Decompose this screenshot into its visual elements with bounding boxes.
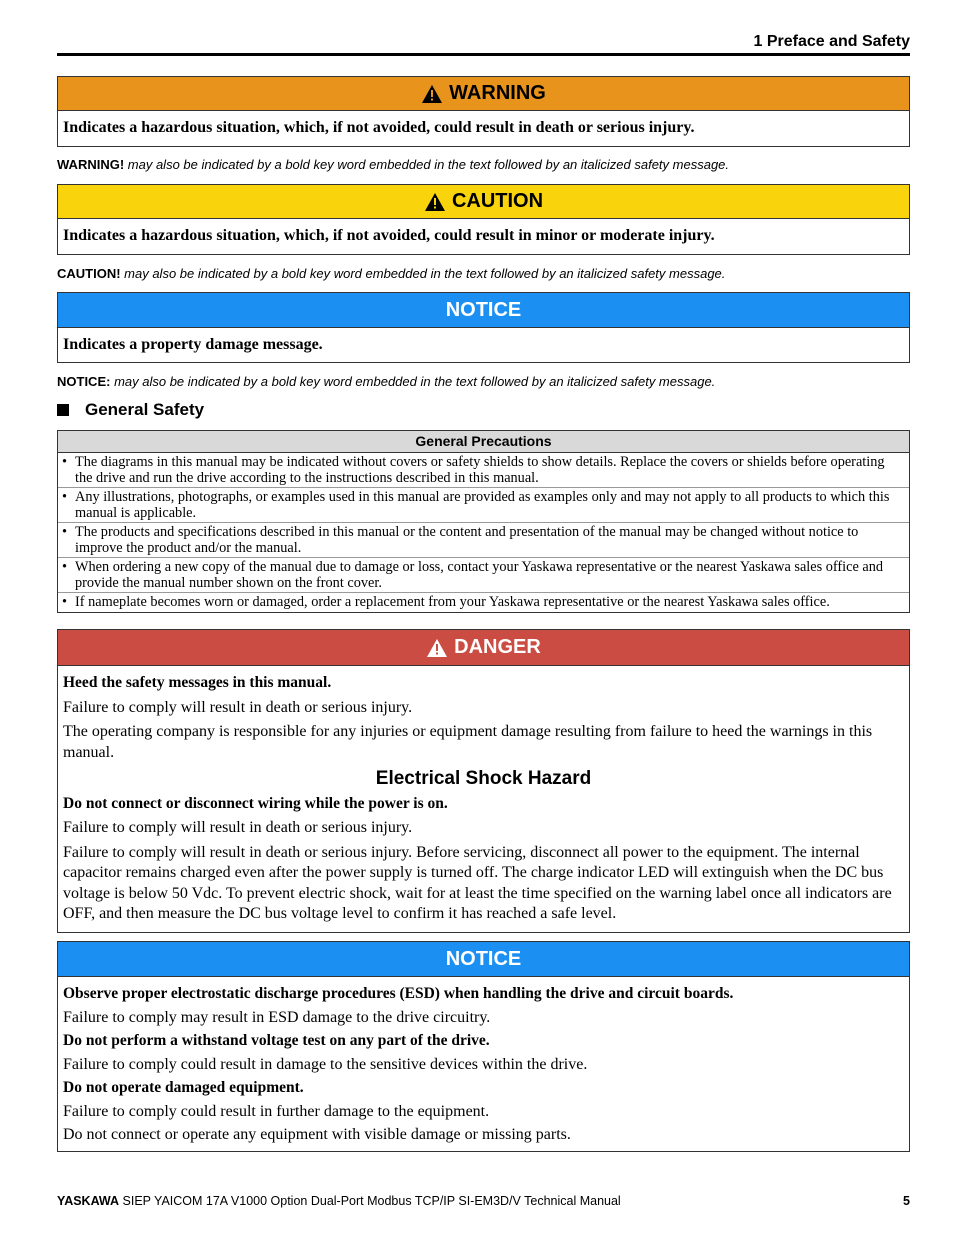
- bullet: •: [62, 559, 68, 575]
- notice-visible-damage-text: Do not connect or operate any equipment with visible damage or missing parts.: [63, 1126, 571, 1143]
- list-item: [58, 523, 909, 558]
- warning-note-keyword: WARNING!: [57, 157, 125, 172]
- danger-body: [58, 666, 909, 932]
- warning-triangle-icon: [426, 638, 448, 658]
- general-safety-title: General Safety: [85, 400, 205, 419]
- list-item: [58, 593, 909, 612]
- list-item-text: If nameplate becomes worn or damaged, order a replacement from your Yaskawa representative or the nearest Yaskawa sales office.: [75, 594, 830, 610]
- precautions-list: [58, 453, 909, 612]
- caution-note-text: may also be indicated by a bold key word embedded in the text followed by an italicized safety message.: [120, 266, 726, 281]
- page-footer: [57, 1194, 910, 1208]
- danger-consequence-text-2: Failure to comply will result in death or serious injury.: [63, 819, 413, 836]
- notice-damaged-equipment-text: Do not operate damaged equipment.: [63, 1079, 304, 1096]
- notice-box: [57, 292, 910, 363]
- list-item-text: The products and specifications described in this manual or the content and presentation of the manual may be changed without notice to improve the product and/or the manual.: [75, 524, 859, 556]
- electrical-shock-hazard-heading: Electrical Shock Hazard: [375, 768, 592, 789]
- footer-brand: YASKAWA: [57, 1194, 120, 1208]
- header-rule: [57, 53, 910, 56]
- caution-label: CAUTION: [451, 190, 544, 212]
- bullet: •: [62, 489, 68, 505]
- general-safety-heading: [57, 400, 204, 420]
- notice-damaged-equipment-consequence: Failure to comply could result in further damage to the equipment.: [63, 1102, 490, 1120]
- list-item-text: The diagrams in this manual may be indicated without covers or safety shields to show details. Replace the covers or shields before operating the drive and run the drive according to the instructions described in this manual.: [75, 454, 885, 486]
- warning-note-text: may also be indicated by a bold key word embedded in the text followed by an italicized safety message.: [124, 157, 730, 172]
- page-header-title: 1 Preface and Safety: [753, 33, 910, 50]
- caution-note: [57, 266, 725, 281]
- footer-doc-title: [57, 1194, 621, 1208]
- bullet: •: [62, 594, 68, 610]
- notice-esd-body: [58, 977, 909, 1151]
- notice-esd-text: Observe proper electrostatic discharge procedures (ESD) when handling the drive and circuit boards.: [63, 985, 734, 1002]
- precautions-table-title: General Precautions: [58, 431, 909, 453]
- notice-text: Indicates a property damage message.: [63, 336, 323, 353]
- caution-header: [58, 185, 909, 219]
- danger-header: [58, 630, 909, 666]
- page-number: 5: [903, 1194, 910, 1208]
- caution-text: Indicates a hazardous situation, which, if not avoided, could result in minor or moderate injury.: [63, 227, 715, 244]
- warning-triangle-icon: [424, 192, 446, 212]
- danger-heed-text: Heed the safety messages in this manual.: [63, 674, 332, 691]
- danger-label: DANGER: [454, 636, 541, 658]
- list-item: [58, 488, 909, 523]
- list-item: [58, 558, 909, 593]
- notice-label: NOTICE: [445, 298, 522, 321]
- warning-box: [57, 76, 910, 147]
- notice-note-keyword: NOTICE:: [57, 374, 111, 389]
- danger-box: [57, 629, 910, 933]
- caution-note-keyword: CAUTION!: [57, 266, 121, 281]
- danger-wiring-text: Do not connect or disconnect wiring while the power is on.: [63, 794, 448, 812]
- caution-box: [57, 184, 910, 255]
- bullet: •: [62, 454, 68, 470]
- notice-voltage-test-text: Do not perform a withstand voltage test on any part of the drive.: [63, 1032, 490, 1049]
- general-precautions-table: [57, 430, 910, 613]
- bullet: •: [62, 524, 68, 540]
- warning-triangle-icon: [421, 84, 443, 104]
- notice-note: [57, 374, 715, 389]
- notice-note-text: may also be indicated by a bold key word embedded in the text followed by an italicized safety message.: [110, 374, 716, 389]
- list-item: [58, 453, 909, 488]
- notice-header: [58, 293, 909, 328]
- footer-doc-text: SIEP YAICOM 17A V1000 Option Dual-Port Modbus TCP/IP SI-EM3D/V Technical Manual: [119, 1194, 621, 1208]
- warning-label: WARNING: [449, 82, 546, 104]
- notice-voltage-test-consequence: Failure to comply could result in damage to the sensitive devices within the drive.: [63, 1055, 588, 1073]
- notice-header-2: [58, 942, 909, 977]
- black-square-icon: [57, 404, 69, 416]
- list-item-text: Any illustrations, photographs, or examples used in this manual are provided as examples only and may not apply to all products to which this manual is applicable.: [75, 489, 890, 521]
- list-item-text: When ordering a new copy of the manual due to damage or loss, contact your Yaskawa representative or the nearest Yaskawa sales office and provide the manual number shown on the front cover.: [75, 559, 884, 591]
- danger-servicing-text: Failure to comply will result in death or serious injury. Before servicing, disconnect all power to the equipment. The internal capacitor remains charged even after the power supply is turned off. The charge indicator LED will extinguish when the DC bus voltage is below 50 Vdc. To prevent electric shock, wait for at least the time specified on the warning label once all indicators are OFF, and then measure the DC bus voltage level to confirm it has reached a safe level.: [63, 843, 892, 922]
- danger-consequence-text: Failure to comply will result in death or serious injury.: [63, 698, 413, 716]
- warning-note: [57, 157, 729, 172]
- notice-label-2: NOTICE: [445, 947, 522, 970]
- warning-header: [58, 77, 909, 111]
- danger-operating-company-text: The operating company is responsible for any injuries or equipment damage resulting from failure to heed the warnings in this manual.: [63, 723, 873, 761]
- notice-esd-consequence: Failure to comply may result in ESD damage to the drive circuitry.: [63, 1008, 491, 1026]
- warning-text: Indicates a hazardous situation, which, if not avoided, could result in death or serious injury.: [63, 119, 695, 136]
- notice-box-esd: [57, 941, 910, 1152]
